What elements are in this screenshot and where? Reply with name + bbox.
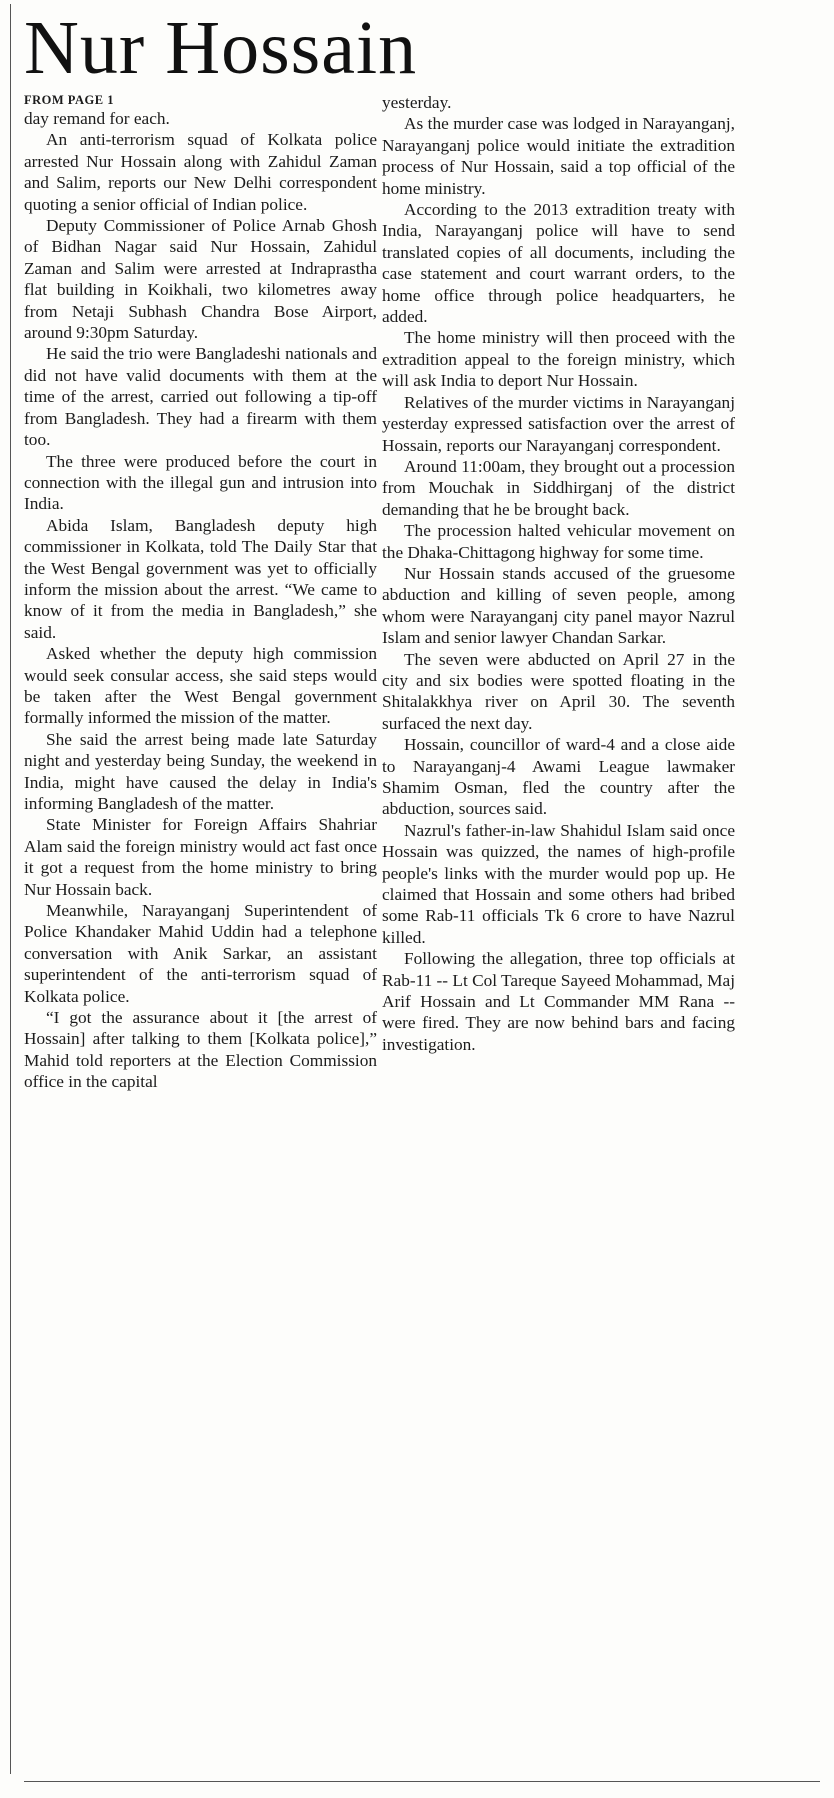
paragraph: “I got the assurance about it [the arrest of Hossain] after talking to them [Kolkata police],” Mahid told reporters at the Election Commission office in the capital bbox=[24, 1008, 377, 1092]
paragraph: State Minister for Foreign Affairs Shahriar Alam said the foreign ministry would act fast once it got a request from the home ministry to bring Nur Hossain back. bbox=[24, 815, 377, 899]
paragraph: Hossain, councillor of ward-4 and a close aide to Narayanganj-4 Awami League lawmaker Shamim Osman, fled the country after the abduction, sources said. bbox=[382, 735, 735, 819]
bottom-border-rule bbox=[24, 1781, 820, 1782]
paragraph: She said the arrest being made late Saturday night and yesterday being Sunday, the weekend in India, might have caused the delay in India's informing Bangladesh of the matter. bbox=[24, 729, 377, 813]
paragraph: According to the 2013 extradition treaty with India, Narayanganj police will have to send translated copies of all documents, including the case statement and court warrant orders, to the home office through police headquarters, he added. bbox=[382, 200, 735, 327]
paragraph: Deputy Commissioner of Police Arnab Ghosh of Bidhan Nagar said Nur Hossain, Zahidul Zaman and Salim were arrested at Indraprastha flat building in Koikhali, two kilometres away from Netaji Subhash Chandra Bose Airport, around 9:30pm Saturday. bbox=[24, 216, 377, 343]
dateline: FROM PAGE 1 bbox=[24, 93, 114, 107]
paragraph: Meanwhile, Narayanganj Superintendent of Police Khandaker Mahid Uddin had a telephone conversation with Anik Sarkar, an assistant superintendent of the anti-terrorism squad of Kolkata police. bbox=[24, 901, 377, 1006]
paragraph: Abida Islam, Bangladesh deputy high commissioner in Kolkata, told The Daily Star that the West Bengal government was yet to officially inform the mission about the arrest. “We came to know of it from the media in Bangladesh,” she said. bbox=[24, 515, 377, 642]
paragraph: The procession halted vehicular movement on the Dhaka-Chittagong highway for some time. bbox=[382, 521, 735, 562]
right-column bbox=[382, 92, 735, 1055]
paragraph: Nur Hossain stands accused of the gruesome abduction and killing of seven people, among whom were Narayanganj city panel mayor Nazrul Islam and senior lawyer Chandan Sarkar. bbox=[382, 563, 735, 648]
paragraph: The home ministry will then proceed with the extradition appeal to the foreign ministry, which will ask India to deport Nur Hossain. bbox=[382, 328, 735, 391]
paragraph: He said the trio were Bangladeshi nationals and did not have valid documents with them at the time of the arrest, carried out following a tip-off from Bangladesh. They had a firearm with them too. bbox=[24, 344, 377, 450]
paragraph: Asked whether the deputy high commission would seek consular access, she said steps would be taken after the West Bengal government formally informed the mission of the matter. bbox=[24, 644, 377, 728]
left-border-rule bbox=[10, 4, 11, 1774]
paragraph: yesterday. bbox=[382, 93, 452, 112]
paragraph: Around 11:00am, they brought out a procession from Mouchak in Siddhirganj of the district demanding that he be brought back. bbox=[382, 456, 735, 519]
headline: Nur Hossain bbox=[24, 6, 418, 90]
paragraph: The three were produced before the court in connection with the illegal gun and intrusion into India. bbox=[24, 451, 377, 514]
paragraph: Relatives of the murder victims in Narayanganj yesterday expressed satisfaction over the arrest of Hossain, reports our Narayanganj correspondent. bbox=[382, 392, 735, 455]
paragraph: The seven were abducted on April 27 in the city and six bodies were spotted floating in the Shitalakkhya river on April 30. The seventh surfaced the next day. bbox=[382, 649, 735, 733]
paragraph: day remand for each. bbox=[24, 109, 170, 128]
paragraph: Nazrul's father-in-law Shahidul Islam said once Hossain was quizzed, the names of high-profile people's links with the murder would pop up. He claimed that Hossain and some others had bribed some Rab-11 officials Tk 6 crore to have Nazrul killed. bbox=[382, 820, 735, 947]
left-column bbox=[24, 92, 377, 1093]
paragraph: As the murder case was lodged in Narayanganj, Narayanganj police would initiate the extradition process of Nur Hossain, said a top official of the home ministry. bbox=[382, 114, 735, 198]
paragraph: An anti-terrorism squad of Kolkata police arrested Nur Hossain along with Zahidul Zaman and Salim, reports our New Delhi correspondent quoting a senior official of Indian police. bbox=[24, 130, 377, 214]
paragraph: Following the allegation, three top officials at Rab-11 -- Lt Col Tareque Sayeed Mohammad, Maj Arif Hossain and Lt Commander MM Rana -- were fired. They are now behind bars and facing investigation. bbox=[382, 949, 735, 1054]
